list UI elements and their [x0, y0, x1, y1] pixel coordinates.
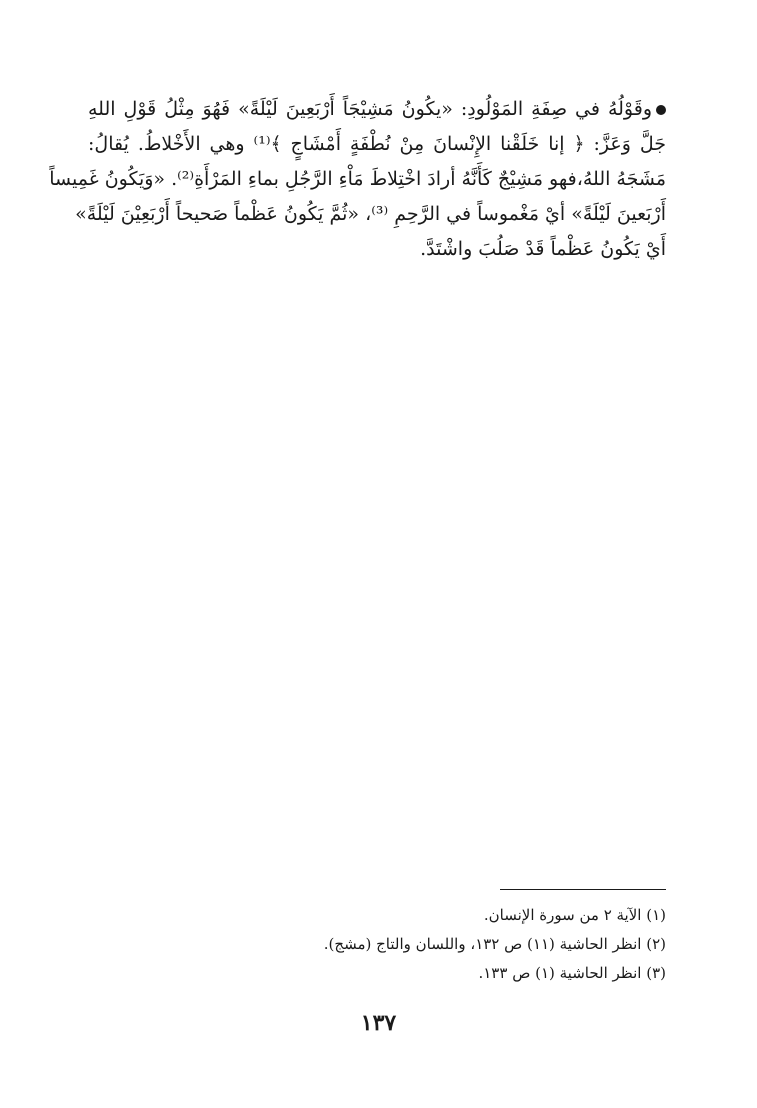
footnote-3: (٣) انظر الحاشية (١) ص ١٣٣.	[478, 964, 666, 982]
footnote-separator	[500, 889, 666, 890]
text-line-1	[88, 92, 666, 127]
footnote-2: (٢) انظر الحاشية (١١) ص ١٣٢، واللسان والتاج (مشج).	[323, 935, 666, 953]
page-number: ١٣٧	[360, 1010, 397, 1036]
text-line-2: جَلَّ وَعَزَّ: ﴿ إنا خَلَقْنا الإِنْسانَ مِنْ نُطْفَةٍ أَمْشَاجٍ ﴾⁽¹⁾ وهي الأَخْلاطُ. يُقالُ:	[88, 133, 666, 155]
footnotes	[300, 901, 666, 988]
main-text-block	[49, 92, 666, 267]
bullet-icon	[656, 105, 666, 115]
text-line-5: أَيْ يَكُونُ عَظْماً قَدْ صَلُبَ واشْتَدَّ.	[420, 238, 666, 260]
footnote-1: (١) الآية ٢ من سورة الإنسان.	[483, 906, 666, 924]
text-line-1-content: وقَوْلُهُ في صِفَةِ المَوْلُودِ: «يكُونُ مَشِيْجَاً أَرْبَعِينَ لَيْلَةً» فَهُوَ مِثْلُ قَوْلِ اللهِ	[88, 98, 652, 120]
text-line-3: مَشَجَهُ اللهُ،فهو مَشِيْجٌ كَأَنَّهُ أرادَ اخْتِلاطَ مَاْءِ الرَّجُلِ بماءِ المَرْأَةِ⁽²⁾. «وَيَكُونُ غَمِيساً	[49, 168, 666, 190]
text-line-4: أَرْبَعينَ لَيْلَةً» أيْ مَغْموساً في الرَّحِمِ ⁽³⁾، «ثُمَّ يَكُونُ عَظْماً صَحيحاً أَرْبَعِيْنَ لَيْلَةً»	[75, 203, 666, 225]
